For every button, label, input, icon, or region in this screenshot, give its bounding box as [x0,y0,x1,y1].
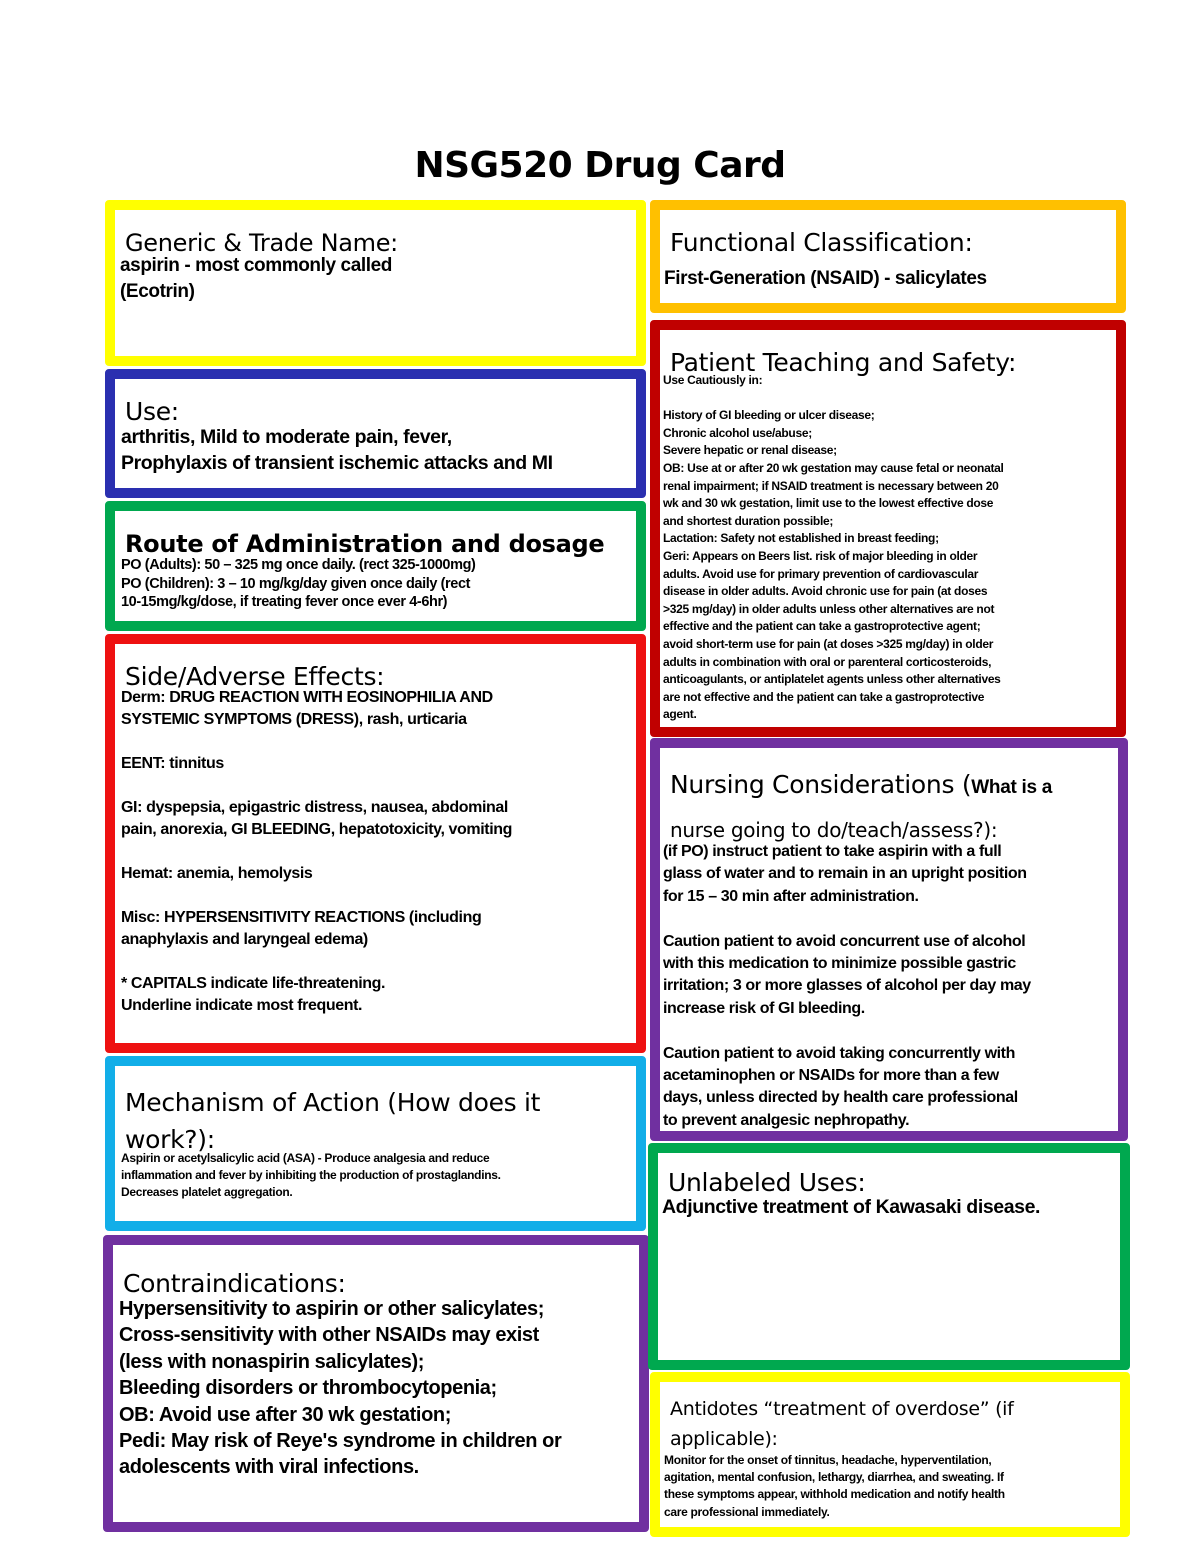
route-text: PO (Adults): 50 – 325 mg once daily. (rect 325-1000mg) PO (Children): 3 – 10 mg/kg/day given once daily (rect 10-15mg/kg/dose, if treating fever once ever 4-6hr) [121,557,476,610]
nursing-considerations-text: (if PO) instruct patient to take aspirin with a full glass of water and to remain in an upright position for 15 – 30 min after administration. Caution patient to avoid concurrent use of alcohol with this medication to minimize possible gastric irritation; 3 or more glasses of alcohol per day may increase risk of GI bleeding. Caution patient to avoid taking concurrently with acetaminophen or NSAIDs for more than a few days, unless directed by health care professional to prevent analgesic nephropathy. [663,843,1031,1129]
nursing-heading-main: Nursing Considerations ( [670,770,972,799]
nursing-heading-small: What is a [971,777,1053,798]
contraindications-text: Hypersensitivity to aspirin or other salicylates; Cross-sensitivity with other NSAIDs may exist (less with nonaspirin salicylates); Bleeding disorders or thrombocytopenia; OB: Avoid use after 30 wk gestation; Pedi: May risk of Reye's syndrome in children or adolescents with viral infections. [119,1298,562,1479]
patient-teaching-text: Use Cautiously in: History of GI bleeding or ulcer disease; Chronic alcohol use/abuse; Severe hepatic or renal disease; OB: Use at or after 20 wk gestation may cause fetal or neonatal renal impairment; if NSAID treatment is necessary between 20 wk and 30 wk gestation, limit use to the lowest effective dose and shortest duration possible; Lactation: Safety not established in breast feeding; Geri: Appears on Beers list. risk of major bleeding in older adults. Avoid use for primary prevention of cardiovascular disease in older adults. Avoid chronic use for pain (at doses >325 mg/day) in older adults unless other alternatives are not effective and the patient can take a gastroprotective agent; avoid short-term use for pain (at doses >325 mg/day) in older adults in combination with oral or parenteral corticosteroids, anticoagulants, or antiplatelet agents unless other alternatives are not effective and the patient can take a gastroprotective agent. [663,373,1004,722]
antidotes-text: Monitor for the onset of tinnitus, headache, hyperventilation, agitation, mental confusion, lethargy, diarrhea, and sweating. If these symptoms appear, withhold medication and notify health care professional immediately. [664,1453,1005,1519]
antidotes-heading: Antidotes “treatment of overdose” (if applicable): [670,1398,1014,1450]
use-text: arthritis, Mild to moderate pain, fever, Prophylaxis of transient ischemic attacks and MI [121,426,553,475]
generic-trade-name-heading: Generic & Trade Name: [125,229,398,257]
generic-trade-name-text: aspirin - most commonly called (Ecotrin) [120,255,393,302]
patient-teaching-box [650,320,1126,737]
mechanism-text: Aspirin or acetylsalicylic acid (ASA) - Produce analgesia and reduce inflammation and fever by inhibiting the production of prostaglandins. Decreases platelet aggregation. [121,1151,501,1200]
functional-classification-heading: Functional Classification: [670,228,973,257]
mechanism-box [105,1056,646,1231]
unlabeled-uses-heading: Unlabeled Uses: [668,1168,866,1197]
nursing-considerations-box [650,738,1128,1141]
nursing-considerations-heading [660,768,1118,805]
route-heading: Route of Administration and dosage [125,530,605,558]
antidotes-box [650,1372,1130,1537]
unlabeled-uses-box [648,1143,1130,1370]
nursing-heading-line2: nurse going to do/teach/assess?): [670,818,998,842]
page-title: NSG520 Drug Card [414,145,786,186]
route-box [105,501,646,631]
contraindications-box [103,1235,649,1532]
functional-classification-box [650,200,1126,313]
use-heading: Use: [125,397,179,426]
side-effects-box [105,634,646,1053]
mechanism-heading: Mechanism of Action (How does it work?): [125,1088,541,1154]
use-box [105,369,646,498]
contraindications-heading: Contraindications: [123,1269,346,1298]
side-effects-text: Derm: DRUG REACTION WITH EOSINOPHILIA AND SYSTEMIC SYMPTOMS (DRESS), rash, urticaria EENT: tinnitus GI: dyspepsia, epigastric distress, nausea, abdominal pain, anorexia, GI BLEEDING, hepatotoxicity, vomiting Hemat: anemia, hemolysis Misc: HYPERSENSITIVITY REACTIONS (including anaphylaxis and laryngeal edema) * CAPITALS indicate life-threatening. Underline indicate most frequent. [121,689,513,1014]
side-effects-heading: Side/Adverse Effects: [125,662,385,691]
generic-trade-name-box [105,200,646,366]
unlabeled-uses-text: Adjunctive treatment of Kawasaki disease. [662,1196,1041,1218]
functional-classification-text: First-Generation (NSAID) - salicylates [664,268,987,289]
patient-teaching-heading: Patient Teaching and Safety: [670,348,1017,377]
